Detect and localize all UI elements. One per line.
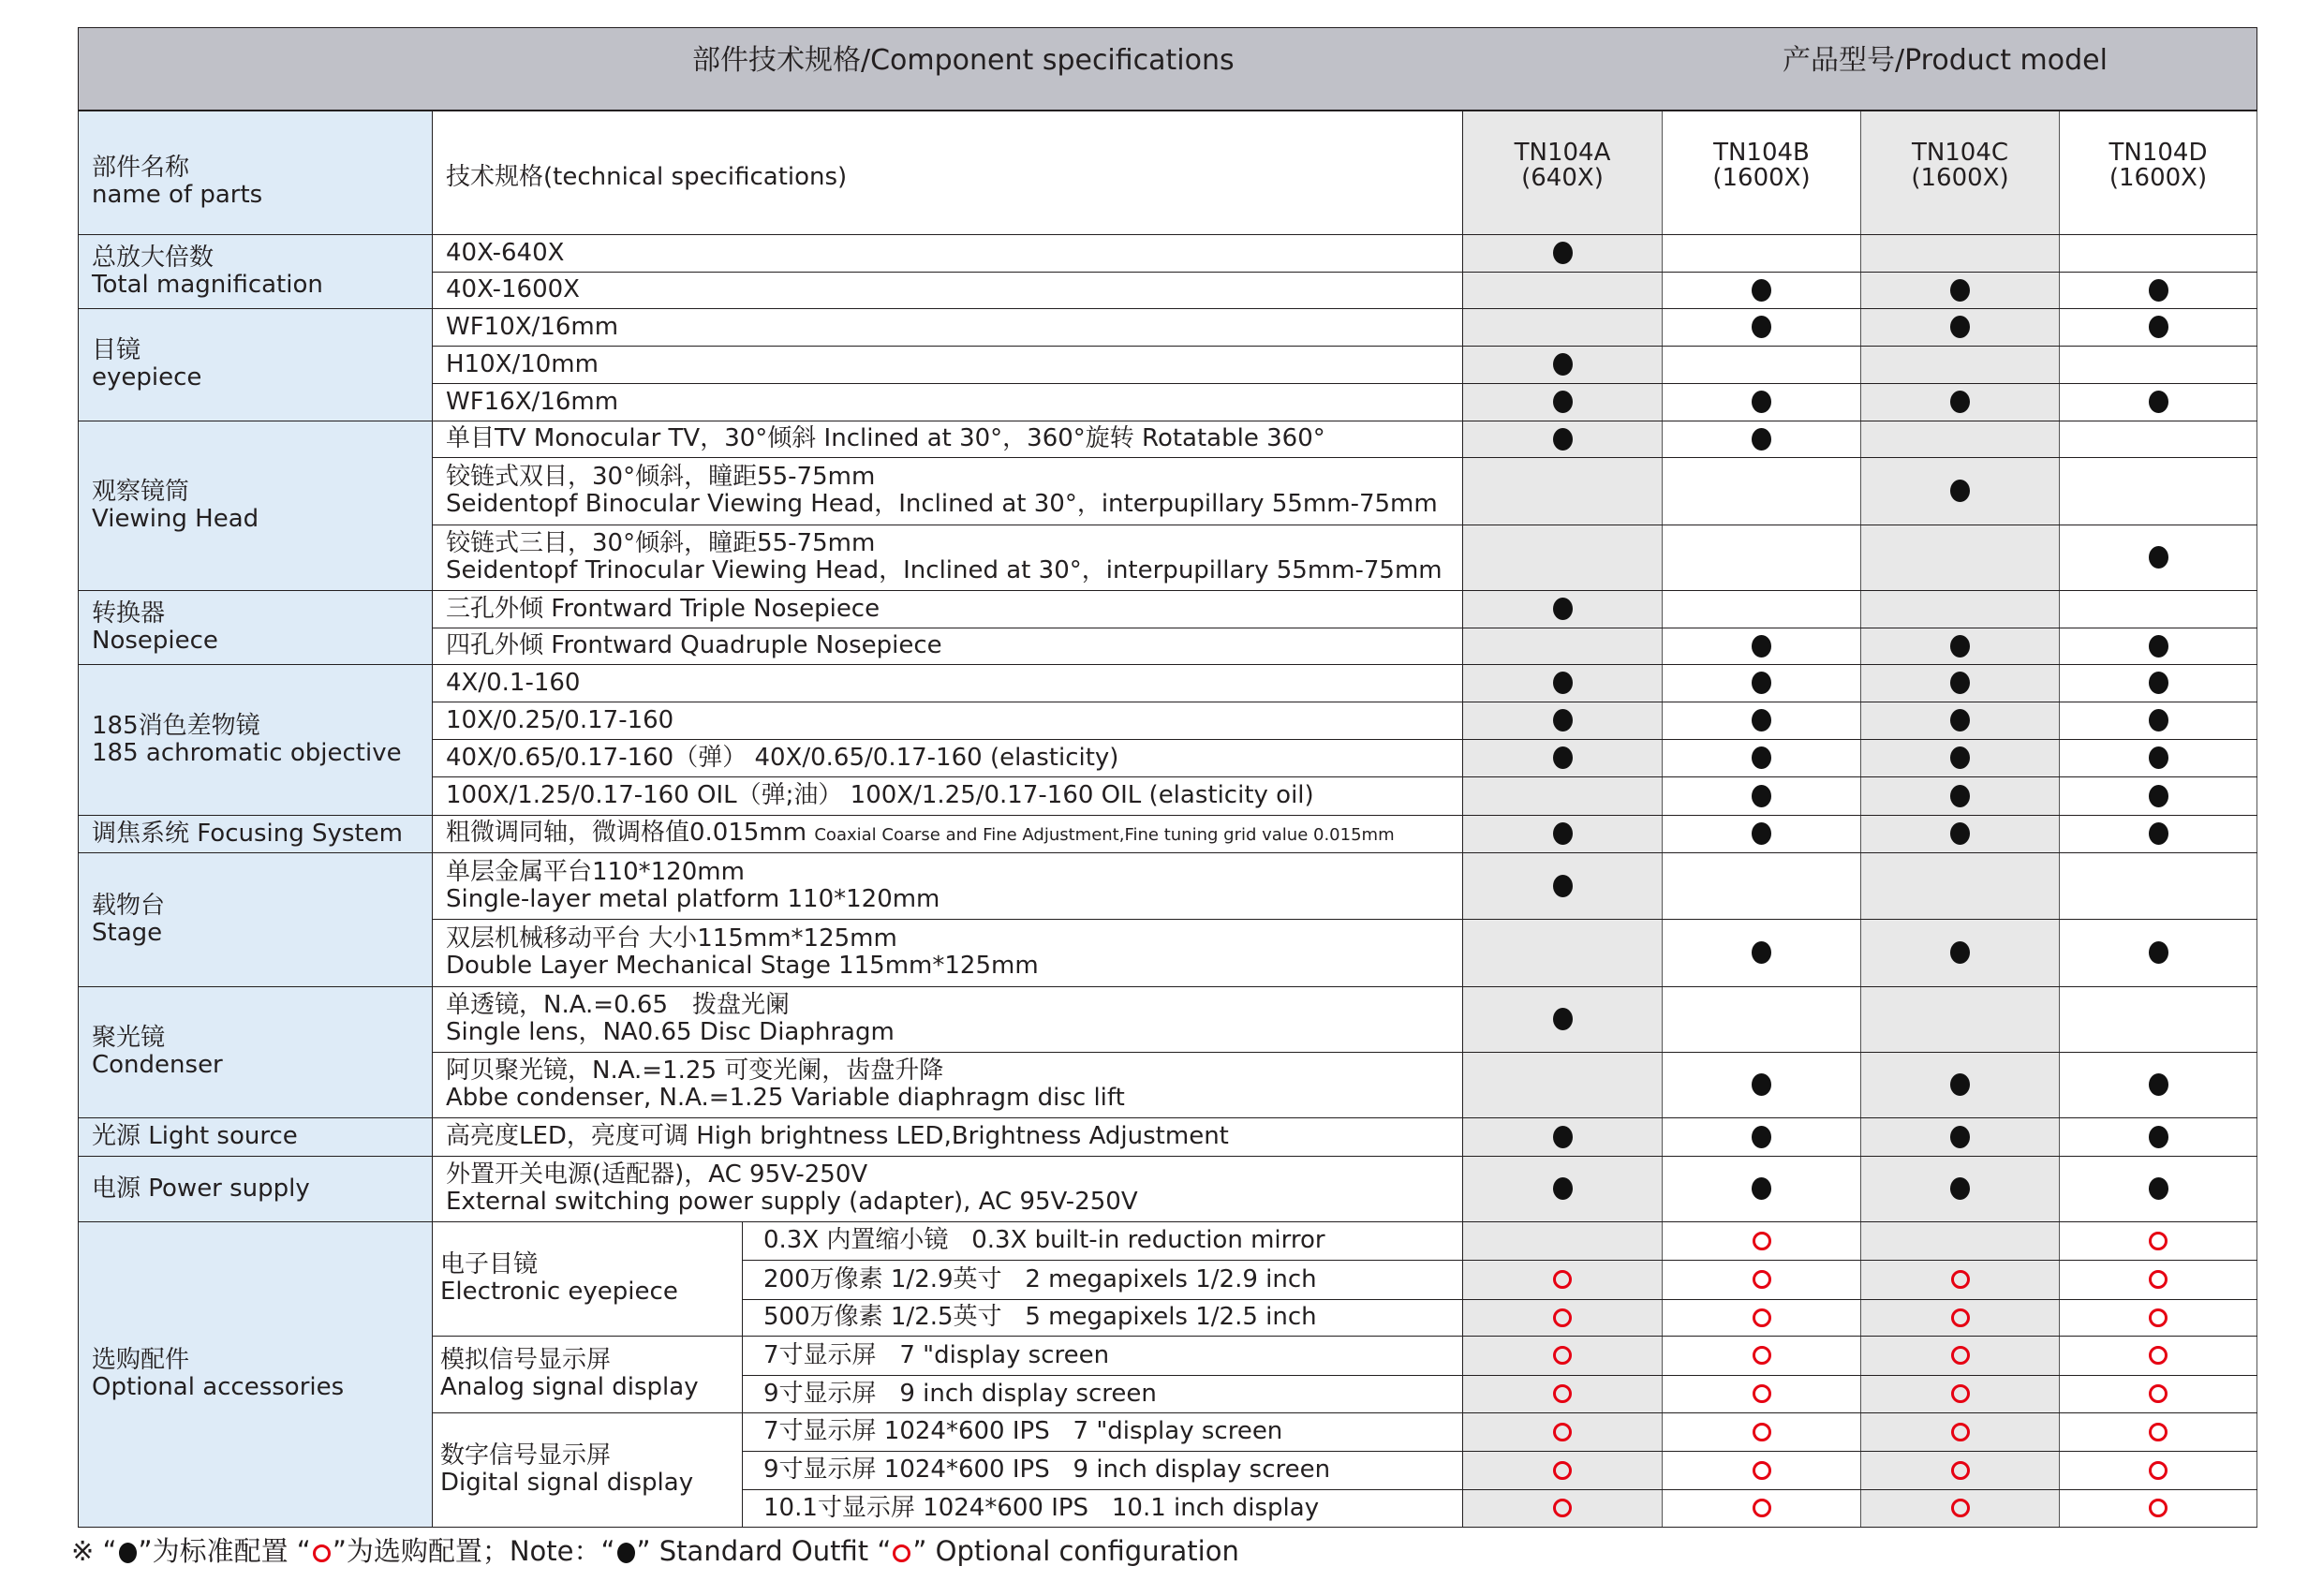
standard-dot-icon [1752, 1177, 1771, 1200]
optional-ring-icon [2149, 1461, 2168, 1480]
spec-text: 4X/0.1-160 [446, 668, 581, 697]
spec-cell [433, 421, 1463, 457]
model-cell-b [1663, 919, 1861, 986]
optional-ring-icon [1553, 1384, 1572, 1403]
model-cell-d [2060, 919, 2257, 986]
standard-dot-icon [1950, 1073, 1970, 1096]
optional-ring-icon [893, 1544, 910, 1562]
model-cell-b [1663, 457, 1861, 525]
spec-cell: 10.1寸显示屏 1024*600 IPS 10.1 inch display [743, 1489, 1463, 1527]
standard-dot-icon [1950, 672, 1970, 694]
model-cell-c [1861, 590, 2060, 628]
part-name: 目镜 eyepiece [79, 308, 433, 421]
model-cell-c [1861, 919, 2060, 986]
model-cell-b [1663, 628, 1861, 664]
model-cell-a [1463, 852, 1663, 919]
model-cell-a [1463, 1336, 1663, 1375]
model-cell-b [1663, 815, 1861, 852]
model-cell-a [1463, 739, 1663, 776]
spec-text: 铰链式三目，30°倾斜，瞳距55-75mm Seidentopf Trinocular Viewing Head，Inclined at 30°，interpupillary 55mm-75mm [446, 529, 1443, 584]
note-text: ” Standard Outfit “ [636, 1535, 892, 1567]
model-cell-c [1861, 1221, 2060, 1260]
model-cell-d [2060, 308, 2257, 346]
part-name: 总放大倍数 Total magnification [79, 234, 433, 308]
spec-cell [433, 739, 1463, 776]
model-cell-b [1663, 525, 1861, 590]
note-text: ”为标准配置 “ [138, 1535, 311, 1567]
optional-ring-icon [1553, 1499, 1572, 1517]
spec-text: 40X-640X [446, 238, 565, 267]
model-cell-d [2060, 776, 2257, 815]
standard-dot-icon [1752, 1073, 1771, 1096]
standard-dot-icon [2149, 279, 2168, 302]
part-name: 185消色差物镜 185 achromatic objective [79, 664, 433, 815]
standard-dot-icon [1553, 391, 1573, 413]
model-cell-a [1463, 1117, 1663, 1156]
optional-ring-icon [1753, 1423, 1771, 1441]
table-row [79, 421, 2257, 457]
model-cell-b [1663, 272, 1861, 308]
legend-note [71, 1530, 1239, 1569]
model-cell-a [1463, 1299, 1663, 1336]
optional-ring-icon [1753, 1499, 1771, 1517]
spec-cell: 7寸显示屏 7 "display screen [743, 1336, 1463, 1375]
model-cell-a [1463, 308, 1663, 346]
optional-ring-icon [2149, 1308, 2168, 1327]
spec-cell [433, 702, 1463, 739]
model-cell-a [1463, 421, 1663, 457]
standard-dot-icon [2149, 546, 2168, 569]
model-cell-a [1463, 1412, 1663, 1451]
model-cell-d [2060, 346, 2257, 383]
model-cell-b [1663, 1156, 1861, 1221]
standard-dot-icon [1752, 391, 1771, 413]
standard-dot-icon [1950, 391, 1970, 413]
part-name: 观察镜筒 Viewing Head [79, 421, 433, 590]
standard-dot-icon [1752, 1126, 1771, 1148]
standard-dot-icon [1950, 1177, 1970, 1200]
standard-dot-icon [1553, 709, 1573, 732]
model-cell-a [1463, 702, 1663, 739]
spec-text: 外置开关电源(适配器)，AC 95V-250V External switching power supply (adapter), AC 95V-250V [446, 1160, 1138, 1216]
model-cell-c [1861, 1299, 2060, 1336]
standard-dot-icon [1950, 279, 1970, 302]
optional-ring-icon [1951, 1423, 1970, 1441]
standard-dot-icon [1553, 242, 1573, 264]
standard-dot-icon [1752, 672, 1771, 694]
optional-ring-icon [313, 1544, 331, 1562]
spec-text: 单透镜，N.A.=0.65 拨盘光阑 Single lens，NA0.65 Disc Diaphragm [446, 991, 895, 1046]
model-cell-b [1663, 1489, 1861, 1527]
spec-cell: 200万像素 1/2.9英寸 2 megapixels 1/2.9 inch [743, 1260, 1463, 1299]
model-cell-b [1663, 1052, 1861, 1117]
standard-dot-icon [1752, 316, 1771, 338]
optional-ring-icon [2149, 1270, 2168, 1289]
spec-text: WF10X/16mm [446, 312, 619, 341]
model-cell-a [1463, 815, 1663, 852]
model-cell-c [1861, 1489, 2060, 1527]
standard-dot-icon [1752, 635, 1771, 658]
model-cell-d [2060, 1052, 2257, 1117]
model-cell-c [1861, 421, 2060, 457]
spec-text: 铰链式双目，30°倾斜，瞳距55-75mm Seidentopf Binocular Viewing Head，Inclined at 30°，interpupillary 55mm-75mm [446, 463, 1438, 518]
model-cell-b [1663, 234, 1861, 272]
standard-dot-icon [2149, 672, 2168, 694]
note-text: ”为选购配置；Note：“ [332, 1535, 615, 1567]
model-cell-c [1861, 1451, 2060, 1489]
standard-dot-icon [2149, 941, 2168, 964]
part-name: 电源 Power supply [79, 1156, 433, 1221]
model-cell-b [1663, 1451, 1861, 1489]
optional-ring-icon [1951, 1270, 1970, 1289]
spec-cell [433, 776, 1463, 815]
model-cell-d [2060, 383, 2257, 421]
spec-cell [433, 308, 1463, 346]
model-cell-c [1861, 346, 2060, 383]
model-cell-d [2060, 272, 2257, 308]
model-cell-d [2060, 852, 2257, 919]
optional-ring-icon [1553, 1346, 1572, 1365]
model-cell-b [1663, 308, 1861, 346]
spec-text: 高亮度LED，亮度可调 High brightness LED,Brightness Adjustment [446, 1122, 1229, 1150]
spec-cell [433, 919, 1463, 986]
model-cell-a [1463, 628, 1663, 664]
model-cell-b [1663, 346, 1861, 383]
model-cell-d [2060, 702, 2257, 739]
standard-dot-icon [1950, 709, 1970, 732]
model-header-a: TN104A (640X) [1463, 111, 1663, 234]
model-cell-a [1463, 1052, 1663, 1117]
model-cell-a [1463, 1221, 1663, 1260]
table-row [79, 664, 2257, 702]
standard-dot-icon [2149, 1177, 2168, 1200]
spec-cell [433, 852, 1463, 919]
standard-dot-icon [1553, 353, 1573, 376]
model-cell-c [1861, 234, 2060, 272]
spec-cell [433, 664, 1463, 702]
accessory-subgroup: 电子目镜 Electronic eyepiece [433, 1221, 743, 1336]
optional-ring-icon [2149, 1346, 2168, 1365]
model-cell-c [1861, 852, 2060, 919]
model-cell-a [1463, 272, 1663, 308]
model-cell-a [1463, 919, 1663, 986]
optional-ring-icon [1753, 1461, 1771, 1480]
optional-ring-icon [2149, 1232, 2168, 1250]
model-cell-d [2060, 234, 2257, 272]
standard-dot-icon [1950, 480, 1970, 502]
model-cell-b [1663, 590, 1861, 628]
part-name: 选购配件 Optional accessories [79, 1221, 433, 1527]
optional-ring-icon [1951, 1346, 1970, 1365]
accessory-subgroup: 数字信号显示屏 Digital signal display [433, 1412, 743, 1527]
model-cell-b [1663, 1375, 1861, 1412]
spec-text: 单目TV Monocular TV，30°倾斜 Inclined at 30°，360°旋转 Rotatable 360° [446, 424, 1325, 452]
model-cell-d [2060, 1299, 2257, 1336]
standard-dot-icon [1752, 822, 1771, 845]
title-row [79, 28, 2257, 111]
model-header-b: TN104B (1600X) [1663, 111, 1861, 234]
spec-text: 粗微调同轴，微调格值0.015mm [446, 818, 815, 847]
model-cell-d [2060, 1336, 2257, 1375]
optional-ring-icon [1753, 1232, 1771, 1250]
model-cell-d [2060, 421, 2257, 457]
optional-ring-icon [1553, 1308, 1572, 1327]
standard-dot-icon [2149, 785, 2168, 807]
spec-cell [433, 590, 1463, 628]
part-name: 聚光镜 Condenser [79, 986, 433, 1117]
accessory-subgroup: 模拟信号显示屏 Analog signal display [433, 1336, 743, 1412]
model-cell-b [1663, 986, 1861, 1052]
model-cell-b [1663, 702, 1861, 739]
model-cell-c [1861, 272, 2060, 308]
note-text: ” Optional configuration [912, 1535, 1239, 1567]
model-cell-d [2060, 1117, 2257, 1156]
part-name: 载物台 Stage [79, 852, 433, 986]
model-cell-b [1663, 1221, 1861, 1260]
spec-text: 阿贝聚光镜，N.A.=1.25 可变光阑，齿盘升降 Abbe condenser, N.A.=1.25 Variable diaphragm disc lift [446, 1057, 1125, 1112]
optional-ring-icon [1753, 1384, 1771, 1403]
optional-ring-icon [1951, 1308, 1970, 1327]
model-cell-c [1861, 1375, 2060, 1412]
optional-ring-icon [1753, 1346, 1771, 1365]
table-row [79, 1156, 2257, 1221]
standard-dot-icon [1553, 1008, 1573, 1030]
model-cell-b [1663, 1336, 1861, 1375]
model-cell-c [1861, 986, 2060, 1052]
model-header-d: TN104D (1600X) [2060, 111, 2257, 234]
model-cell-a [1463, 776, 1663, 815]
model-cell-d [2060, 986, 2257, 1052]
standard-dot-icon [1553, 746, 1573, 769]
spec-text: 10X/0.25/0.17-160 [446, 705, 674, 734]
model-cell-b [1663, 1117, 1861, 1156]
standard-dot-icon [2149, 822, 2168, 845]
standard-dot-icon [1553, 875, 1573, 897]
standard-dot-icon [2149, 746, 2168, 769]
spec-cell [433, 457, 1463, 525]
standard-dot-icon [1752, 428, 1771, 451]
optional-ring-icon [1951, 1461, 1970, 1480]
standard-dot-icon [617, 1543, 635, 1563]
spec-cell [433, 986, 1463, 1052]
standard-dot-icon [1553, 672, 1573, 694]
part-name: 光源 Light source [79, 1117, 433, 1156]
model-cell-c [1861, 1412, 2060, 1451]
model-cell-b [1663, 1299, 1861, 1336]
title-bar [79, 28, 2257, 111]
spec-cell [433, 1117, 1463, 1156]
standard-dot-icon [1752, 785, 1771, 807]
standard-dot-icon [1950, 822, 1970, 845]
standard-dot-icon [2149, 316, 2168, 338]
model-cell-d [2060, 628, 2257, 664]
model-cell-d [2060, 1156, 2257, 1221]
spec-text: H10X/10mm [446, 349, 599, 378]
standard-dot-icon [1553, 598, 1573, 620]
spec-text: 三孔外倾 Frontward Triple Nosepiece [446, 594, 880, 623]
model-cell-a [1463, 346, 1663, 383]
model-cell-d [2060, 1260, 2257, 1299]
model-cell-b [1663, 1260, 1861, 1299]
optional-ring-icon [1753, 1308, 1771, 1327]
model-cell-d [2060, 1451, 2257, 1489]
model-cell-a [1463, 383, 1663, 421]
table-row [79, 234, 2257, 272]
standard-dot-icon [1950, 941, 1970, 964]
model-cell-a [1463, 1260, 1663, 1299]
standard-dot-icon [1950, 746, 1970, 769]
model-cell-c [1861, 1260, 2060, 1299]
spec-cell [433, 383, 1463, 421]
standard-dot-icon [1553, 428, 1573, 451]
spec-text-small: Coaxial Coarse and Fine Adjustment,Fine tuning grid value 0.015mm [814, 824, 1395, 845]
standard-dot-icon [2149, 1126, 2168, 1148]
model-cell-d [2060, 664, 2257, 702]
spec-cell [433, 1156, 1463, 1221]
part-name: 转换器 Nosepiece [79, 590, 433, 664]
spec-cell: 7寸显示屏 1024*600 IPS 7 "display screen [743, 1412, 1463, 1451]
column-header-row [79, 111, 2257, 234]
spec-cell [433, 234, 1463, 272]
part-column-header: 部件名称 name of parts [79, 111, 433, 234]
model-cell-d [2060, 739, 2257, 776]
part-name: 调焦系统 Focusing System [79, 815, 433, 852]
table-row [79, 852, 2257, 919]
table-row [79, 1117, 2257, 1156]
model-cell-a [1463, 1156, 1663, 1221]
model-cell-a [1463, 234, 1663, 272]
model-cell-d [2060, 815, 2257, 852]
spec-cell [433, 1052, 1463, 1117]
spec-cell [433, 272, 1463, 308]
table-row [79, 308, 2257, 346]
model-cell-c [1861, 702, 2060, 739]
standard-dot-icon [1553, 1177, 1573, 1200]
model-cell-b [1663, 664, 1861, 702]
standard-dot-icon [119, 1543, 137, 1563]
standard-dot-icon [1950, 785, 1970, 807]
component-specs-title: 部件技术规格/Component specifications [692, 44, 1235, 77]
model-cell-c [1861, 525, 2060, 590]
model-cell-c [1861, 308, 2060, 346]
model-cell-d [2060, 457, 2257, 525]
model-cell-d [2060, 1489, 2257, 1527]
model-cell-a [1463, 1451, 1663, 1489]
spec-text: 40X-1600X [446, 275, 580, 303]
model-header-c: TN104C (1600X) [1861, 111, 2060, 234]
model-cell-d [2060, 590, 2257, 628]
model-cell-d [2060, 1375, 2257, 1412]
model-cell-b [1663, 739, 1861, 776]
standard-dot-icon [2149, 1073, 2168, 1096]
spec-cell: 9寸显示屏 9 inch display screen [743, 1375, 1463, 1412]
model-cell-c [1861, 664, 2060, 702]
model-cell-d [2060, 1412, 2257, 1451]
optional-ring-icon [1553, 1423, 1572, 1441]
model-cell-a [1463, 457, 1663, 525]
spec-cell [433, 815, 1463, 852]
spec-cell [433, 525, 1463, 590]
standard-dot-icon [1553, 1126, 1573, 1148]
spec-cell: 9寸显示屏 1024*600 IPS 9 inch display screen [743, 1451, 1463, 1489]
spec-cell [433, 346, 1463, 383]
model-cell-a [1463, 525, 1663, 590]
model-cell-c [1861, 1052, 2060, 1117]
optional-ring-icon [1553, 1270, 1572, 1289]
spec-text: 40X/0.65/0.17-160（弹） 40X/0.65/0.17-160 (elasticity) [446, 743, 1119, 772]
standard-dot-icon [1752, 279, 1771, 302]
standard-dot-icon [2149, 709, 2168, 732]
spec-text: 单层金属平台110*120mm Single-layer metal platform 110*120mm [446, 857, 940, 913]
model-cell-b [1663, 776, 1861, 815]
standard-dot-icon [1553, 822, 1573, 845]
model-cell-d [2060, 525, 2257, 590]
model-cell-b [1663, 383, 1861, 421]
model-cell-a [1463, 590, 1663, 628]
spec-column-header: 技术规格(technical specifications) [433, 111, 1463, 234]
spec-text: 双层机械移动平台 大小115mm*125mm Double Layer Mechanical Stage 115mm*125mm [446, 924, 1039, 980]
standard-dot-icon [2149, 635, 2168, 658]
optional-ring-icon [1553, 1461, 1572, 1480]
model-cell-a [1463, 1489, 1663, 1527]
model-cell-c [1861, 457, 2060, 525]
product-model-title: 产品型号/Product model [1783, 44, 2108, 77]
model-cell-b [1663, 421, 1861, 457]
model-cell-c [1861, 815, 2060, 852]
spec-text: WF16X/16mm [446, 387, 619, 416]
model-cell-d [2060, 1221, 2257, 1260]
optional-ring-icon [2149, 1423, 2168, 1441]
standard-dot-icon [1752, 746, 1771, 769]
standard-dot-icon [2149, 391, 2168, 413]
table-row [79, 815, 2257, 852]
standard-dot-icon [1950, 1126, 1970, 1148]
model-cell-a [1463, 664, 1663, 702]
model-cell-a [1463, 1375, 1663, 1412]
spec-text: 100X/1.25/0.17-160 OIL（弹;油） 100X/1.25/0.17-160 OIL (elasticity oil) [446, 781, 1314, 809]
model-cell-c [1861, 1117, 2060, 1156]
spec-cell: 500万像素 1/2.5英寸 5 megapixels 1/2.5 inch [743, 1299, 1463, 1336]
standard-dot-icon [1752, 941, 1771, 964]
spec-text: 四孔外倾 Frontward Quadruple Nosepiece [446, 631, 942, 659]
model-cell-c [1861, 1156, 2060, 1221]
model-cell-a [1463, 986, 1663, 1052]
optional-ring-icon [1951, 1499, 1970, 1517]
standard-dot-icon [1752, 709, 1771, 732]
model-cell-c [1861, 383, 2060, 421]
optional-ring-icon [1753, 1270, 1771, 1289]
optional-ring-icon [1951, 1384, 1970, 1403]
standard-dot-icon [1950, 635, 1970, 658]
model-cell-c [1861, 628, 2060, 664]
spec-cell [433, 628, 1463, 664]
model-cell-c [1861, 776, 2060, 815]
model-cell-b [1663, 1412, 1861, 1451]
note-text: ※ “ [71, 1535, 117, 1567]
model-cell-b [1663, 852, 1861, 919]
spec-table [78, 27, 2257, 1528]
table-row [79, 1221, 2257, 1260]
spec-cell: 0.3X 内置缩小镜 0.3X built-in reduction mirror [743, 1221, 1463, 1260]
optional-ring-icon [2149, 1499, 2168, 1517]
optional-ring-icon [2149, 1384, 2168, 1403]
model-cell-c [1861, 1336, 2060, 1375]
table-row [79, 590, 2257, 628]
model-cell-c [1861, 739, 2060, 776]
standard-dot-icon [1950, 316, 1970, 338]
table-row [79, 986, 2257, 1052]
